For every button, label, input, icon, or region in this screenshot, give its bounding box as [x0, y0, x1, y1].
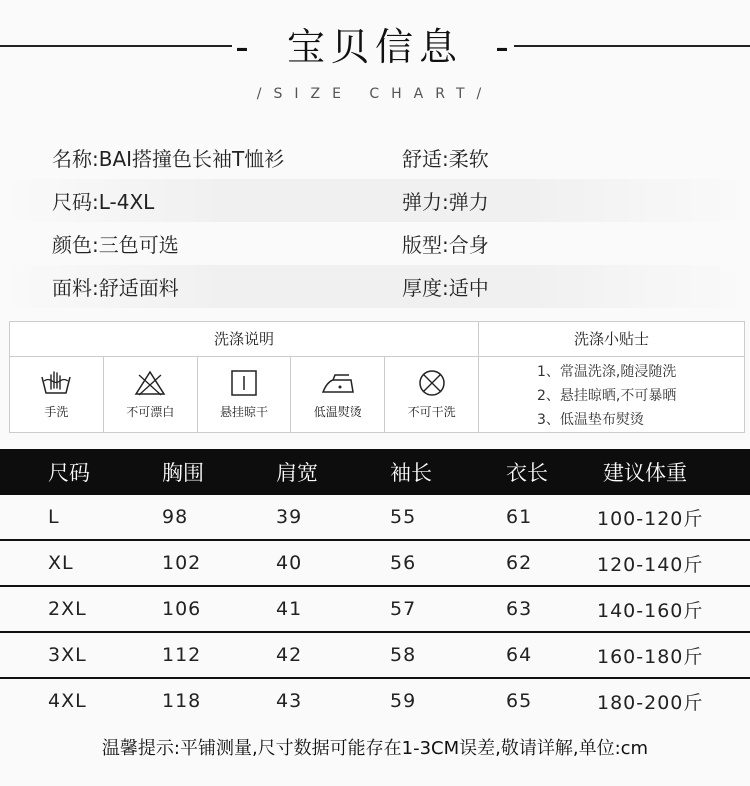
cell-length: 64	[506, 644, 533, 666]
table-row	[0, 541, 750, 587]
info-row	[0, 136, 750, 179]
cell-size: XL	[48, 552, 74, 574]
info-fit: 版型:合身	[402, 233, 489, 257]
info-row	[0, 222, 750, 265]
cell-shoulder: 42	[276, 644, 303, 666]
cell-size: 2XL	[48, 598, 87, 620]
cell-shoulder: 40	[276, 552, 303, 574]
header-weight: 建议体重	[603, 461, 687, 485]
cell-length: 65	[506, 690, 533, 712]
wash-item-label: 不可干洗	[407, 405, 456, 419]
wash-icons	[10, 357, 479, 432]
wash-item-label: 手洗	[44, 405, 69, 419]
cell-size: 3XL	[48, 644, 87, 666]
wash-tips-header: 洗涤小贴士	[479, 322, 744, 357]
cell-weight: 120-140斤	[597, 553, 704, 576]
wash-item	[385, 357, 478, 432]
cell-sleeve: 57	[390, 598, 417, 620]
info-color: 颜色:三色可选	[52, 233, 179, 257]
cell-sleeve: 56	[390, 552, 417, 574]
cell-weight: 140-160斤	[597, 599, 704, 622]
wash-item	[104, 357, 198, 432]
cell-weight: 180-200斤	[597, 691, 704, 714]
no-bleach-icon	[133, 369, 167, 397]
cell-size: L	[48, 506, 60, 528]
title-dash-left: -	[235, 25, 255, 69]
cell-length: 63	[506, 598, 533, 620]
info-comfort: 舒适:柔软	[402, 147, 489, 171]
wash-item	[198, 357, 292, 432]
cell-chest: 118	[162, 690, 202, 712]
wash-panel	[9, 321, 745, 433]
table-row	[0, 587, 750, 633]
table-row	[0, 633, 750, 679]
cell-size: 4XL	[48, 690, 87, 712]
cell-sleeve: 58	[390, 644, 417, 666]
no-dry-clean-icon	[415, 369, 449, 397]
header-size: 尺码	[48, 461, 90, 485]
header-chest: 胸围	[162, 461, 204, 485]
cell-sleeve: 59	[390, 690, 417, 712]
cell-chest: 112	[162, 644, 202, 666]
wash-instructions-header: 洗涤说明	[10, 322, 479, 357]
info-row	[0, 265, 750, 308]
header	[0, 0, 750, 120]
size-table-body	[0, 495, 750, 723]
info-fabric: 面料:舒适面料	[52, 276, 179, 300]
wash-item-label: 不可漂白	[126, 405, 175, 419]
info-thickness: 厚度:适中	[402, 276, 489, 300]
header-length: 衣长	[506, 461, 548, 485]
measurement-note: 温馨提示:平铺测量,尺寸数据可能存在1-3CM误差,敬请详解,单位:cm	[101, 738, 649, 759]
info-elasticity: 弹力:弹力	[402, 190, 489, 214]
wash-tip: 1、常温洗涤,随浸随洗	[537, 364, 677, 380]
info-row	[0, 179, 750, 222]
title-dash-right: -	[495, 25, 515, 69]
wash-item	[10, 357, 104, 432]
hang-dry-icon	[227, 369, 261, 397]
cell-chest: 106	[162, 598, 202, 620]
cell-chest: 102	[162, 552, 202, 574]
cell-shoulder: 43	[276, 690, 303, 712]
info-name: 名称:BAI搭撞色长袖T恤衫	[52, 147, 285, 171]
table-row	[0, 495, 750, 541]
cell-chest: 98	[162, 506, 189, 528]
wash-tips	[479, 360, 744, 432]
cell-weight: 100-120斤	[597, 507, 704, 530]
page-subtitle: /SIZE CHART/	[256, 86, 494, 102]
cell-shoulder: 41	[276, 598, 303, 620]
cell-weight: 160-180斤	[597, 645, 704, 668]
header-sleeve: 袖长	[390, 461, 432, 485]
low-iron-icon	[321, 369, 355, 397]
page-title	[0, 16, 750, 71]
cell-sleeve: 55	[390, 506, 417, 528]
wash-item	[291, 357, 385, 432]
product-info	[0, 136, 750, 308]
cell-length: 61	[506, 506, 533, 528]
cell-shoulder: 39	[276, 506, 303, 528]
wash-tip: 3、低温垫布熨烫	[537, 412, 644, 428]
info-size: 尺码:L-4XL	[52, 190, 155, 214]
table-row	[0, 679, 750, 723]
wash-tip: 2、悬挂晾晒,不可暴晒	[537, 388, 677, 404]
header-shoulder: 肩宽	[276, 461, 318, 485]
wash-item-label: 低温熨烫	[313, 405, 362, 419]
size-table-header	[0, 449, 750, 495]
title-text: 宝贝信息	[286, 25, 463, 69]
cell-length: 62	[506, 552, 533, 574]
hand-wash-icon	[39, 369, 73, 397]
wash-item-label: 悬挂晾干	[219, 405, 268, 419]
